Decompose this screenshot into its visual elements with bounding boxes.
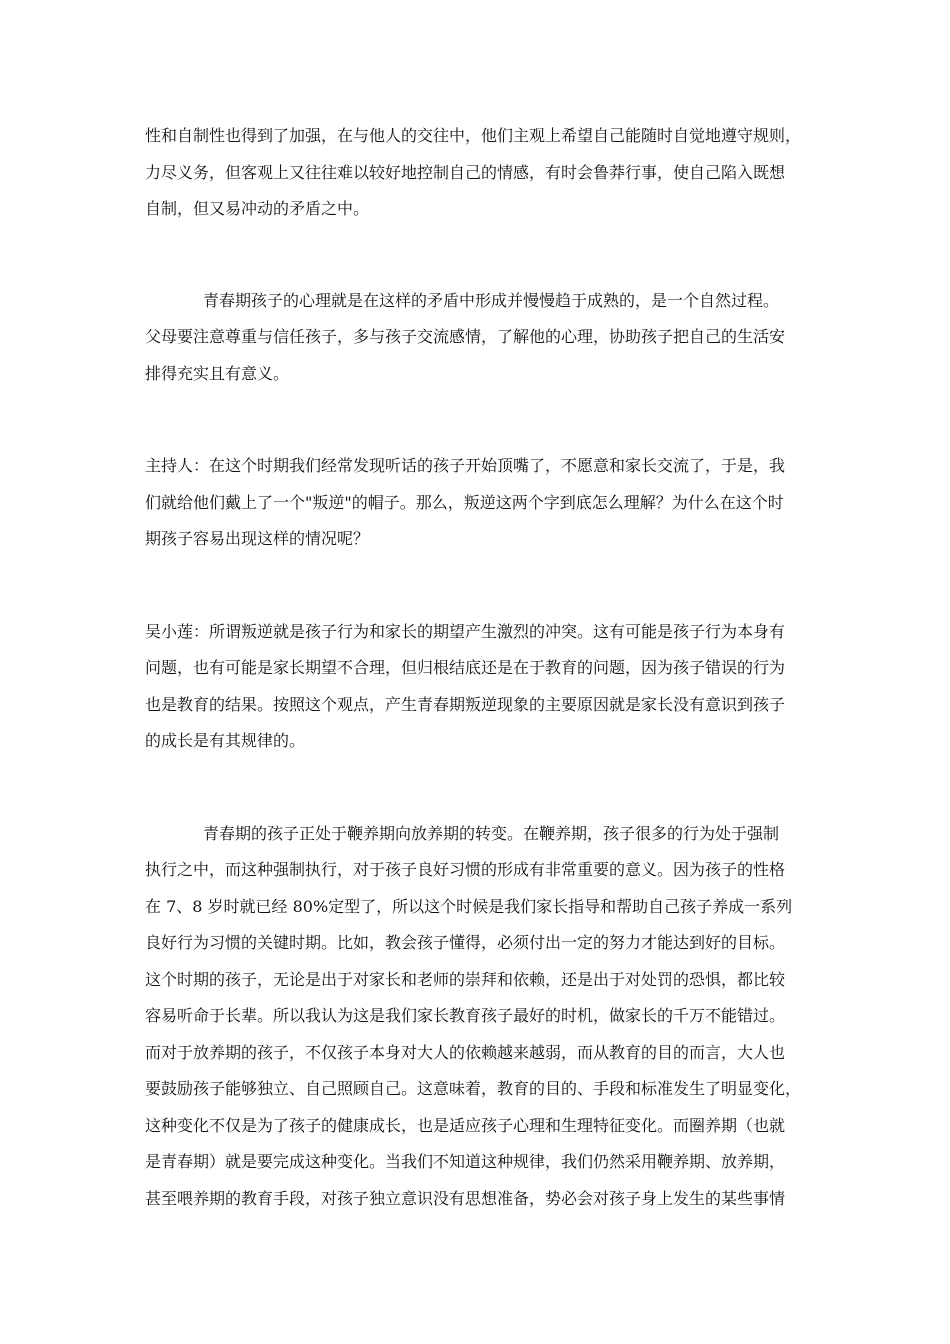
paragraph-host-question bbox=[145, 448, 809, 558]
text-line: 主持人：在这个时期我们经常发现听话的孩子开始顶嘴了，不愿意和家长交流了，于是，我 bbox=[145, 456, 786, 475]
text-line: 是青春期）就是要完成这种变化。当我们不知道这种规律，我们仍然采用鞭养期、放养期， bbox=[145, 1152, 786, 1171]
text-line: 这个时期的孩子，无论是出于对家长和老师的崇拜和依赖，还是出于对处罚的恐惧，都比较 bbox=[145, 969, 786, 989]
text-line: 自制，但又易冲动的矛盾之中。 bbox=[145, 199, 370, 218]
text-line: 的成长是有其规律的。 bbox=[145, 731, 306, 750]
text-line: 父母要注意尊重与信任孩子，多与孩子交流感情，了解他的心理，协助孩子把自己的生活安 bbox=[145, 327, 786, 346]
text-line: 排得充实且有意义。 bbox=[145, 363, 290, 383]
text-line: 青春期的孩子正处于鞭养期向放养期的转变。在鞭养期，孩子很多的行为处于强制 bbox=[203, 823, 780, 843]
text-line: 要鼓励孩子能够独立、自己照顾自己。这意味着，教育的目的、手段和标准发生了明显变化， bbox=[145, 1079, 802, 1098]
text-line: 容易听命于长辈。所以我认为这是我们家长教育孩子最好的时机，做家长的千万不能错过。 bbox=[145, 1006, 786, 1025]
text-line: 们就给他们戴上了一个"叛逆"的帽子。那么，叛逆这两个字到底怎么理解？为什么在这个时 bbox=[145, 492, 784, 512]
paragraph-self-control bbox=[145, 118, 809, 228]
text-line: 性和自制性也得到了加强，在与他人的交往中，他们主观上希望自己能随时自觉地遵守规则， bbox=[145, 126, 802, 145]
text-line: 甚至喂养期的教育手段，对孩子独立意识没有思想准备，势必会对孩子身上发生的某些事情 bbox=[145, 1188, 786, 1208]
text-line: 吴小莲：所谓叛逆就是孩子行为和家长的期望产生激烈的冲突。这有可能是孩子行为本身有 bbox=[145, 621, 786, 641]
paragraph-adolescent-psychology bbox=[145, 283, 809, 393]
text-line: 期孩子容易出现这样的情况呢？ bbox=[145, 529, 370, 548]
text-line: 青春期孩子的心理就是在这样的矛盾中形成并慢慢趋于成熟的，是一个自然过程。 bbox=[203, 290, 780, 310]
text-line: 问题，也有可能是家长期望不合理，但归根结底还是在于教育的问题，因为孩子错误的行为 bbox=[145, 658, 786, 677]
text-line: 良好行为习惯的关键时期。比如，教会孩子懂得，必须付出一定的努力才能达到好的目标。 bbox=[145, 933, 786, 952]
paragraph-parenting-stages bbox=[145, 816, 809, 1218]
text-line: 而对于放养期的孩子，不仅孩子本身对大人的依赖越来越弱，而从教育的目的而言，大人也 bbox=[145, 1042, 786, 1062]
text-line: 执行之中，而这种强制执行，对于孩子良好习惯的形成有非常重要的意义。因为孩子的性格 bbox=[145, 860, 786, 879]
text-line: 这种变化不仅是为了孩子的健康成长，也是适应孩子心理和生理特征变化。而圈养期（也就 bbox=[145, 1115, 786, 1135]
document-page bbox=[145, 118, 809, 1217]
text-line: 也是教育的结果。按照这个观点，产生青春期叛逆现象的主要原因就是家长没有意识到孩子 bbox=[145, 694, 786, 714]
text-line: 在 7、8 岁时就已经 80%定型了，所以这个时候是我们家长指导和帮助自己孩子养成一系列 bbox=[145, 896, 793, 916]
paragraph-wu-xiaolian-answer bbox=[145, 614, 809, 760]
text-line: 力尽义务，但客观上又往往难以较好地控制自己的情感，有时会鲁莽行事，使自己陷入既想 bbox=[145, 162, 786, 182]
